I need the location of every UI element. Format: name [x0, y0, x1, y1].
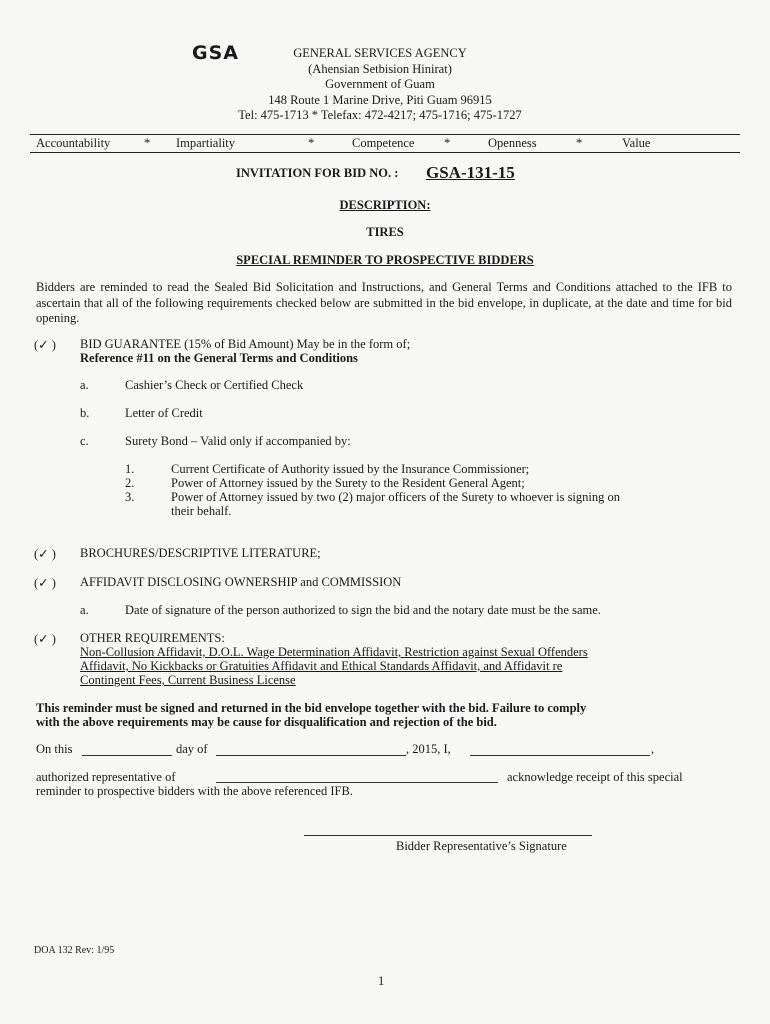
option-cashiers-check: Cashier’s Check or Certified Check [125, 378, 304, 392]
company-blank[interactable] [216, 782, 498, 783]
option-surety-bond: Surety Bond – Valid only if accompanied by: [125, 434, 351, 448]
month-blank[interactable] [216, 755, 406, 756]
signature-label: Bidder Representative’s Signature [396, 839, 567, 853]
agency-native-name: (Ahensian Setbision Hinirat) [308, 61, 452, 76]
surety-item-power-of-attorney: Power of Attorney issued by the Surety to the Resident General Agent; [171, 476, 525, 490]
agency-name: GENERAL SERVICES AGENCY [293, 46, 467, 60]
check-affidavit: (✓ ) [34, 576, 56, 590]
page-number: 1 [378, 974, 385, 988]
ifb-label: INVITATION FOR BID NO. : [236, 166, 399, 180]
option-letter: c. [80, 434, 89, 448]
warning-line-1: This reminder must be signed and returned in the bid envelope together with the bid. Failure to comply [36, 701, 587, 715]
surety-item-number: 3. [125, 490, 135, 504]
agency-address: 148 Route 1 Marine Drive, Piti Guam 96915 [268, 92, 492, 107]
value-value: Value [622, 136, 651, 150]
value-accountability: Accountability [36, 136, 111, 150]
surety-item-number: 1. [125, 462, 135, 476]
ack-end: , [651, 742, 655, 756]
letterhead [220, 46, 540, 124]
other-line-2: Affidavit, No Kickbacks or Gratuities Affidavit and Ethical Standards Affidavit, and Affidavit re [80, 659, 563, 673]
day-blank[interactable] [82, 755, 172, 756]
item-description: TIRES [366, 225, 404, 239]
surety-item-number: 2. [125, 476, 135, 490]
intro-paragraph: Bidders are reminded to read the Sealed Bid Solicitation and Instructions, and General Terms and Conditions attached to the IFB to ascertain that all of the following requirements checked below are submitted in the bid envelope, in duplicate, at the date and time for bid opening. [36, 280, 732, 325]
value-separator: * [444, 136, 451, 150]
value-separator: * [308, 136, 315, 150]
surety-item-certificate: Current Certificate of Authority issued by the Insurance Commissioner; [171, 462, 530, 476]
gsa-logo: GSA [192, 42, 239, 64]
other-line-1: Non-Collusion Affidavit, D.O.L. Wage Determination Affidavit, Restriction against Sexual Offenders [80, 645, 588, 659]
core-values-bar [30, 134, 740, 153]
ack-on-this: On this [36, 742, 73, 756]
agency-phones: Tel: 475-1713 * Telefax: 472-4217; 475-1716; 475-1727 [238, 108, 522, 122]
value-separator: * [576, 136, 583, 150]
brochures-line: BROCHURES/DESCRIPTIVE LITERATURE; [80, 546, 321, 560]
ack-authorized: authorized representative of [36, 770, 176, 784]
check-bid-guarantee: (✓ ) [34, 338, 56, 352]
value-openness: Openness [488, 136, 537, 150]
option-letter: b. [80, 406, 90, 420]
form-revision: DOA 132 Rev: 1/95 [34, 945, 115, 956]
surety-item-officers-cont: their behalf. [171, 504, 232, 518]
check-other: (✓ ) [34, 632, 56, 646]
value-competence: Competence [352, 136, 415, 150]
affidavit-sub-letter: a. [80, 603, 89, 617]
ifb-number: GSA-131-15 [426, 163, 515, 182]
bid-guarantee-line: BID GUARANTEE (15% of Bid Amount) May be in the form of; [80, 337, 411, 351]
ack-day-of: day of [176, 742, 208, 756]
signature-line[interactable] [304, 835, 592, 836]
government-name: Government of Guam [325, 77, 435, 91]
surety-item-officers: Power of Attorney issued by two (2) major officers of the Surety to whoever is signing on [171, 490, 620, 504]
ack-year: , 2015, I, [406, 742, 451, 756]
affidavit-line: AFFIDAVIT DISCLOSING OWNERSHIP and COMMISSION [80, 575, 402, 589]
other-heading: OTHER REQUIREMENTS: [80, 631, 225, 645]
name-blank[interactable] [470, 755, 650, 756]
warning-line-2: with the above requirements may be cause for disqualification and rejection of the bid. [36, 715, 497, 729]
ack-line-2: reminder to prospective bidders with the above referenced IFB. [36, 784, 353, 798]
value-impartiality: Impartiality [176, 136, 236, 150]
check-brochures: (✓ ) [34, 547, 56, 561]
value-separator: * [144, 136, 151, 150]
reminder-heading: SPECIAL REMINDER TO PROSPECTIVE BIDDERS [236, 253, 534, 267]
bid-guarantee-reference: Reference #11 on the General Terms and Conditions [80, 351, 358, 365]
other-line-3: Contingent Fees, Current Business License [80, 673, 296, 687]
option-letter: a. [80, 378, 89, 392]
option-letter-of-credit: Letter of Credit [125, 406, 203, 420]
description-heading: DESCRIPTION: [339, 198, 431, 212]
ack-acknowledge: acknowledge receipt of this special [507, 770, 683, 784]
affidavit-sub-text: Date of signature of the person authorized to sign the bid and the notary date must be the same. [125, 603, 601, 617]
